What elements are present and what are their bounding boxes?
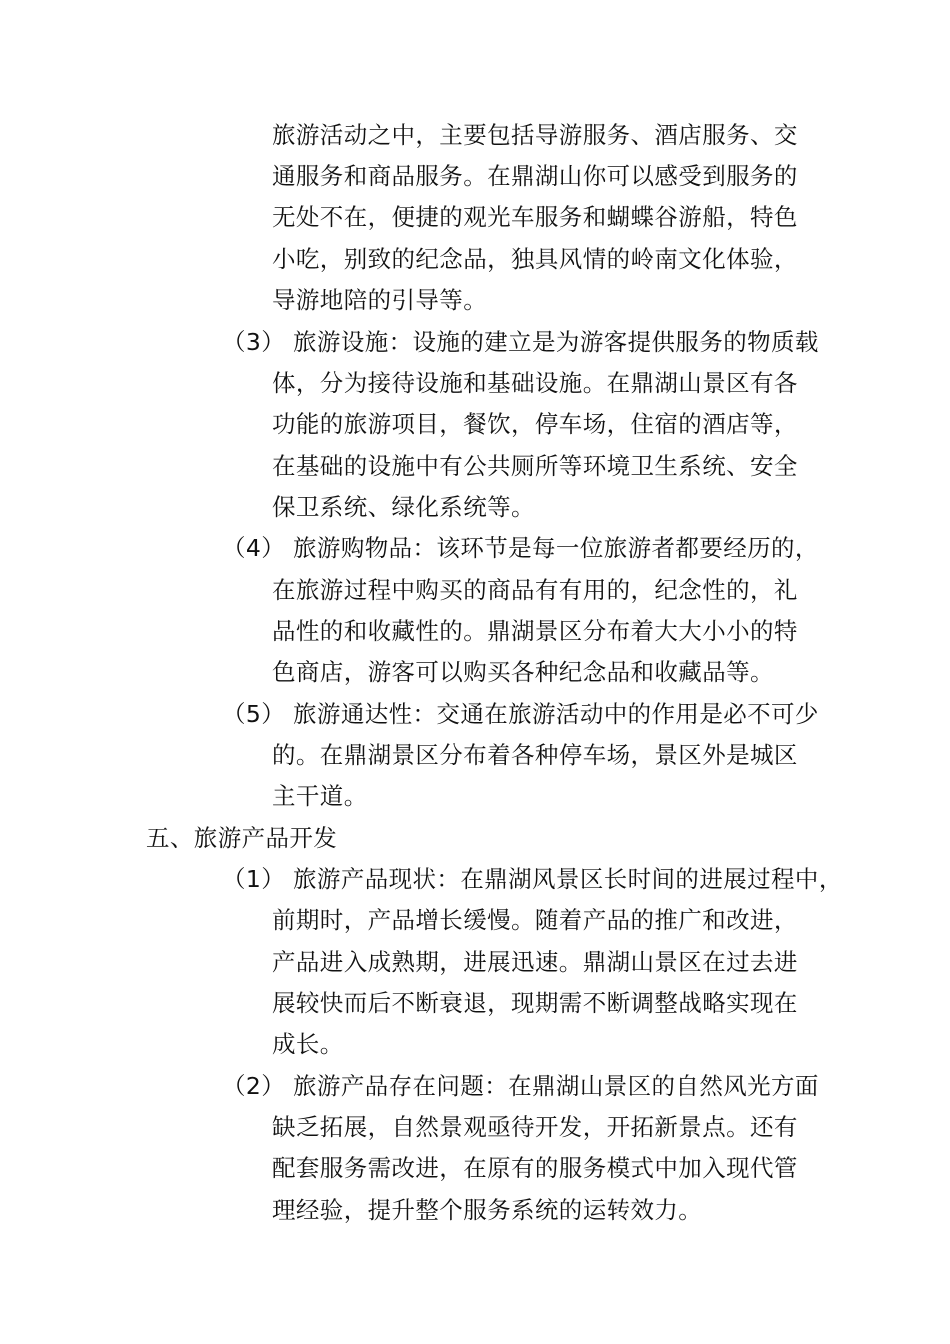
list-item-3-first-line: （3） 旅游设施：设施的建立是为游客提供服务的物质载 bbox=[222, 328, 819, 356]
paragraph-line: 品性的和收藏性的。鼎湖景区分布着大大小小的特 bbox=[272, 617, 798, 645]
list-item-2-first-line: （2） 旅游产品存在问题：在鼎湖山景区的自然风光方面 bbox=[222, 1072, 819, 1100]
paragraph-line: 产品进入成熟期，进展迅速。鼎湖山景区在过去进 bbox=[272, 948, 798, 976]
paragraph-line: 旅游活动之中，主要包括导游服务、酒店服务、交 bbox=[272, 121, 798, 149]
paragraph-line: 在旅游过程中购买的商品有有用的，纪念性的，礼 bbox=[272, 576, 798, 604]
paragraph-line: 缺乏拓展，自然景观亟待开发，开拓新景点。还有 bbox=[272, 1113, 798, 1141]
paragraph-line: 通服务和商品服务。在鼎湖山你可以感受到服务的 bbox=[272, 162, 798, 190]
paragraph-line: 导游地陪的引导等。 bbox=[272, 286, 488, 314]
paragraph-line: 理经验，提升整个服务系统的运转效力。 bbox=[272, 1196, 703, 1224]
paragraph-line: 保卫系统、绿化系统等。 bbox=[272, 493, 535, 521]
paragraph-line: 前期时，产品增长缓慢。随着产品的推广和改进， bbox=[272, 906, 798, 934]
paragraph-line: 小吃，别致的纪念品，独具风情的岭南文化体验， bbox=[272, 245, 798, 273]
paragraph-line: 配套服务需改进，在原有的服务模式中加入现代管 bbox=[272, 1154, 798, 1182]
paragraph-line: 无处不在，便捷的观光车服务和蝴蝶谷游船，特色 bbox=[272, 203, 798, 231]
list-item-4-first-line: （4） 旅游购物品：该环节是每一位旅游者都要经历的， bbox=[222, 534, 819, 562]
paragraph-line: 体，分为接待设施和基础设施。在鼎湖山景区有各 bbox=[272, 369, 798, 397]
paragraph-line: 的。在鼎湖景区分布着各种停车场，景区外是城区 bbox=[272, 741, 798, 769]
paragraph-line: 展较快而后不断衰退，现期需不断调整战略实现在 bbox=[272, 989, 798, 1017]
paragraph-line: 在基础的设施中有公共厕所等环境卫生系统、安全 bbox=[272, 452, 798, 480]
section-heading: 五、旅游产品开发 bbox=[146, 824, 338, 852]
paragraph-line: 色商店，游客可以购买各种纪念品和收藏品等。 bbox=[272, 658, 774, 686]
paragraph-line: 成长。 bbox=[272, 1030, 344, 1058]
paragraph-line: 功能的旅游项目，餐饮，停车场，住宿的酒店等， bbox=[272, 410, 798, 438]
list-item-1-first-line: （1） 旅游产品现状：在鼎湖风景区长时间的进展过程中， bbox=[222, 865, 843, 893]
paragraph-line: 主干道。 bbox=[272, 782, 368, 810]
list-item-5-first-line: （5） 旅游通达性：交通在旅游活动中的作用是必不可少 bbox=[222, 700, 819, 728]
